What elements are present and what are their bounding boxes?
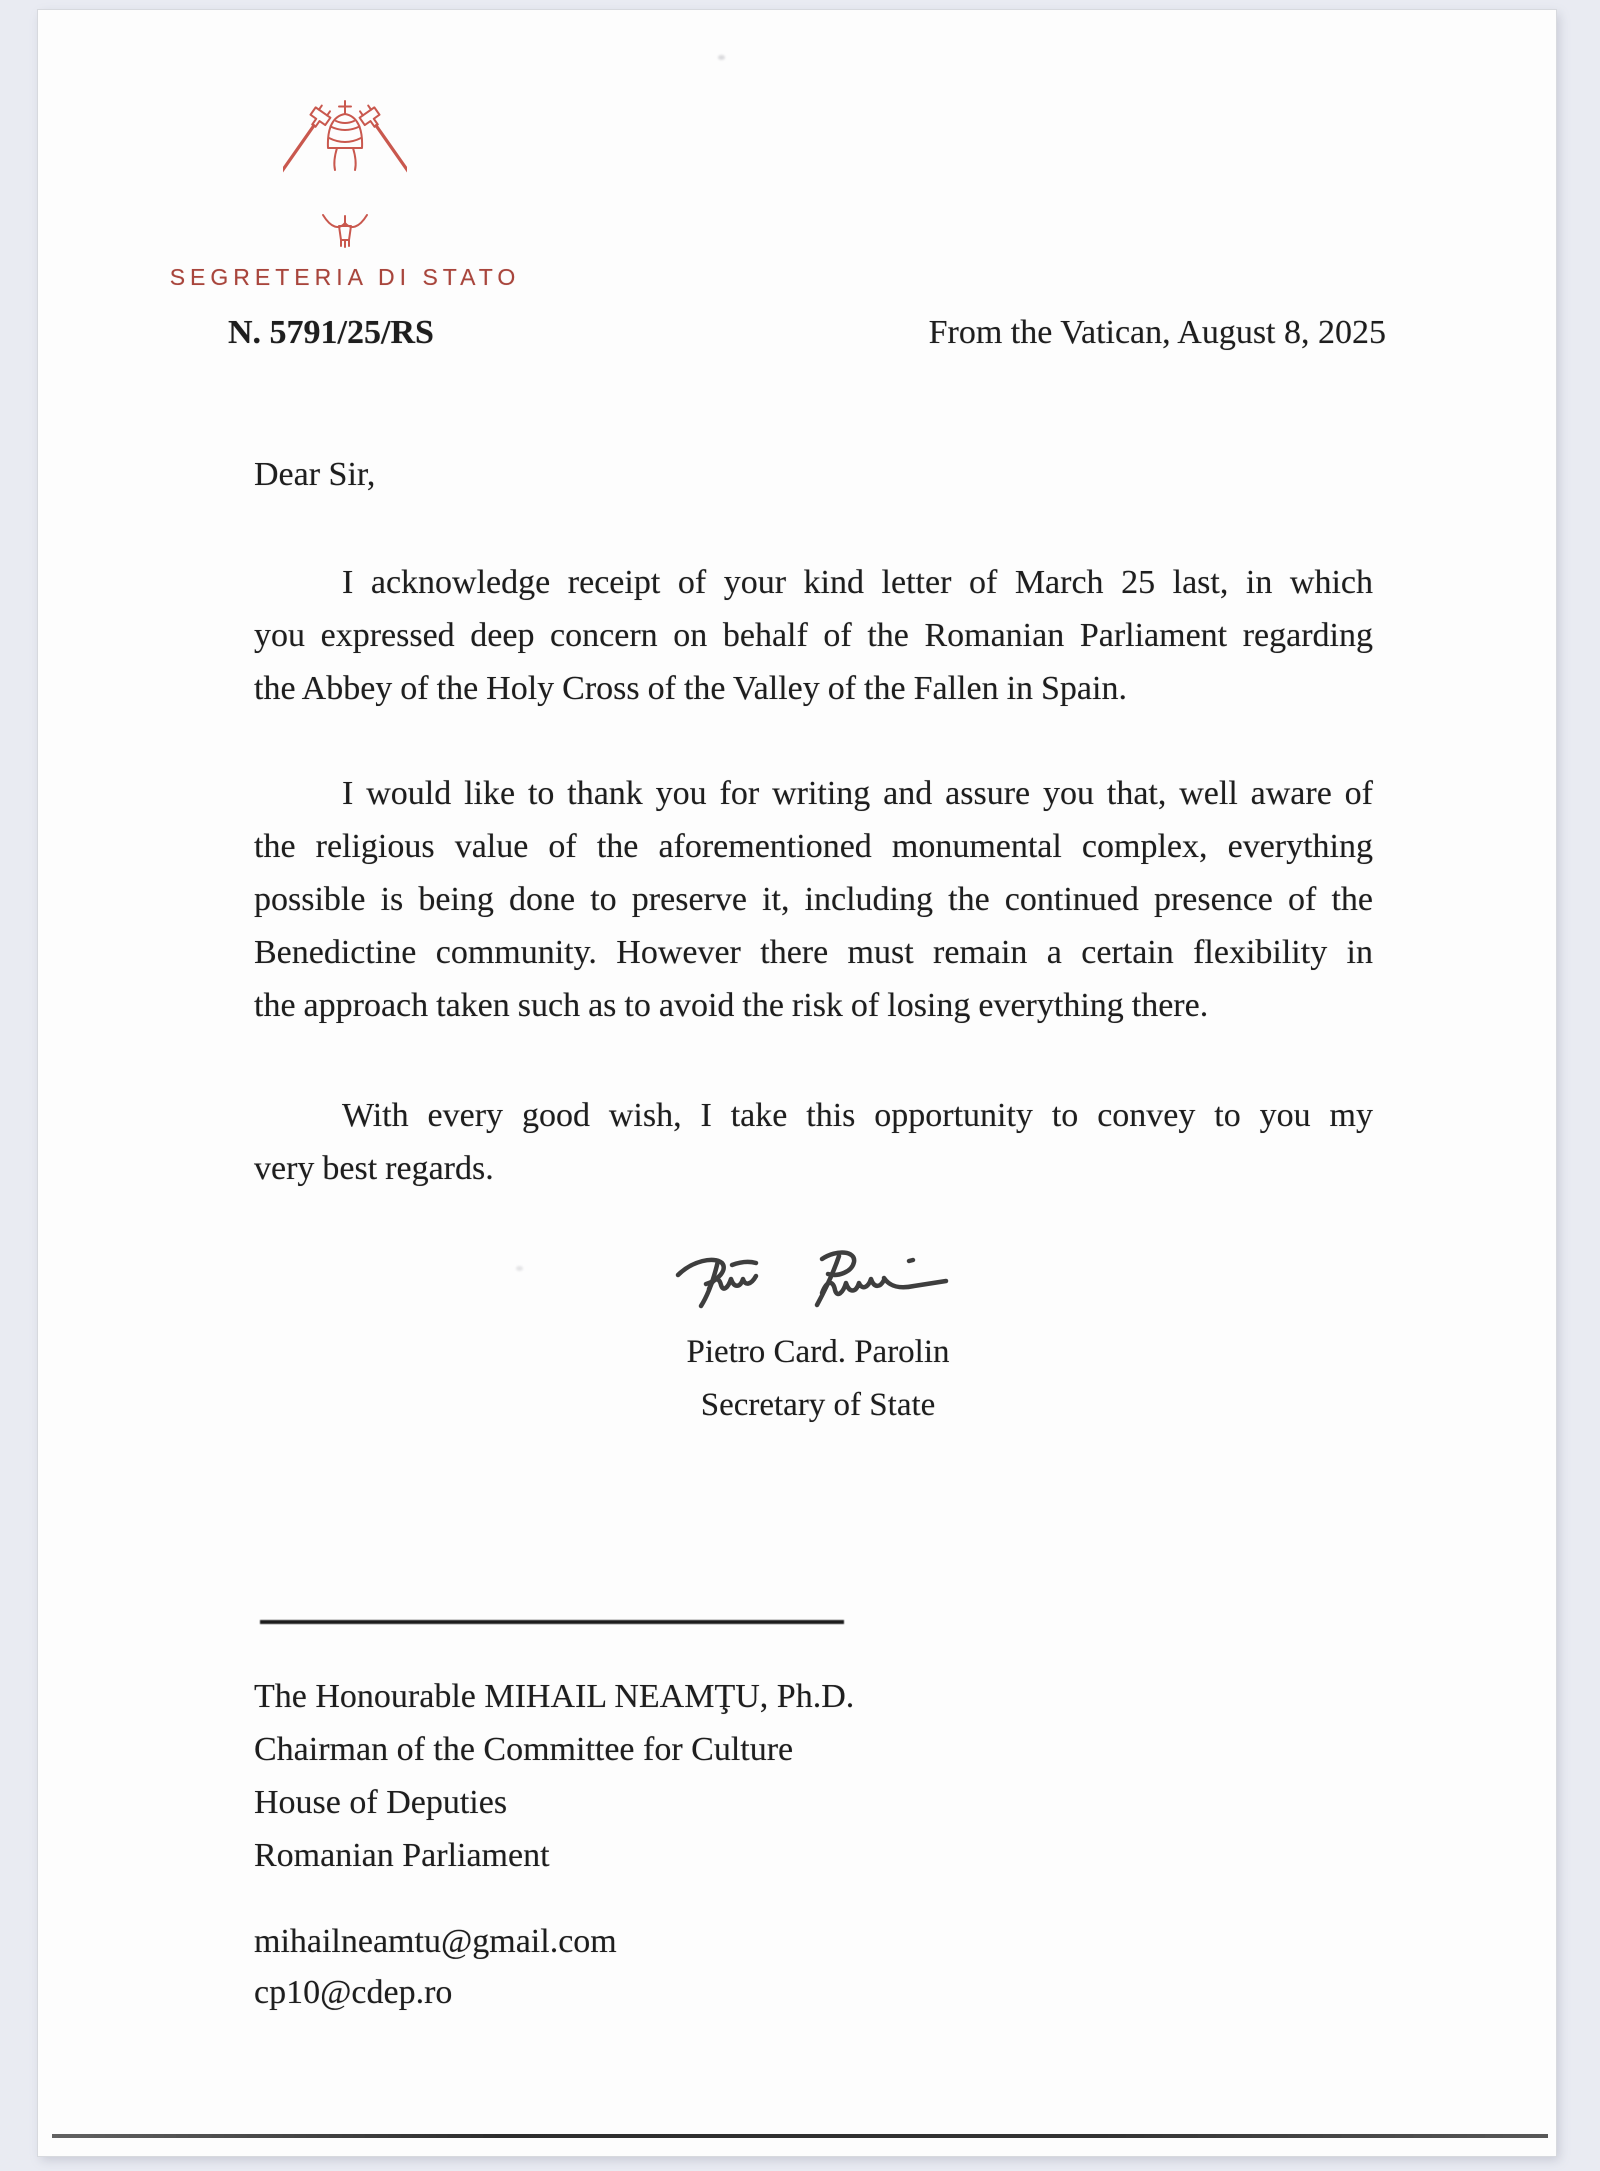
handwritten-signature [672,1248,962,1330]
letter-paper [38,10,1556,2156]
body-line: With every good wish, I take this opportunity to convey to you my [342,1097,1373,1134]
recipient-line: The Honourable MIHAIL NEAMŢU, Ph.D. [254,1678,855,1715]
papal-crest-icon [283,98,407,250]
letterhead-office-name: SEGRETERIA DI STATO [169,264,521,290]
body-line: the approach taken such as to avoid the risk of losing everything there. [254,987,1209,1024]
recipient-line: Romanian Parliament [254,1837,550,1874]
protocol-number: N. 5791/25/RS [228,314,434,351]
reference-date-row [38,310,1556,356]
body-line: the religious value of the aforementioned monumental complex, everything [254,828,1373,865]
email-block [254,1916,617,2018]
scan-speck [718,55,725,60]
body-line: the Abbey of the Holy Cross of the Valley of the Fallen in Spain. [254,670,1127,707]
recipient-block [254,1670,854,1882]
recipient-line: Chairman of the Committee for Culture [254,1731,794,1768]
paragraph-3 [254,1089,1373,1195]
body-line: very best regards. [254,1150,494,1187]
body-line: I would like to thank you for writing and assure you that, well aware of [342,775,1373,812]
signature-block [598,1326,1038,1432]
body-line: you expressed deep concern on behalf of the Romanian Parliament regarding [254,617,1373,654]
salutation: Dear Sir, [254,456,376,493]
paragraph-1 [254,556,1373,715]
scan-edge-artifact [52,2134,1548,2138]
email-address: mihailneamtu@gmail.com [254,1923,617,1960]
recipient-line: House of Deputies [254,1784,508,1821]
body-line: Benedictine community. However there must remain a certain flexibility in [254,934,1373,971]
signatory-title: Secretary of State [700,1387,936,1423]
body-line: possible is being done to preserve it, including the continued presence of the [254,881,1373,918]
recipient-divider-line [260,1620,844,1624]
email-address: cp10@cdep.ro [254,1974,453,2011]
body-line: I acknowledge receipt of your kind letter of March 25 last, in which [342,564,1373,601]
scan-speck [516,1266,523,1271]
signatory-name: Pietro Card. Parolin [686,1334,950,1370]
dateline: From the Vatican, August 8, 2025 [928,314,1386,351]
paragraph-2 [254,767,1373,1032]
